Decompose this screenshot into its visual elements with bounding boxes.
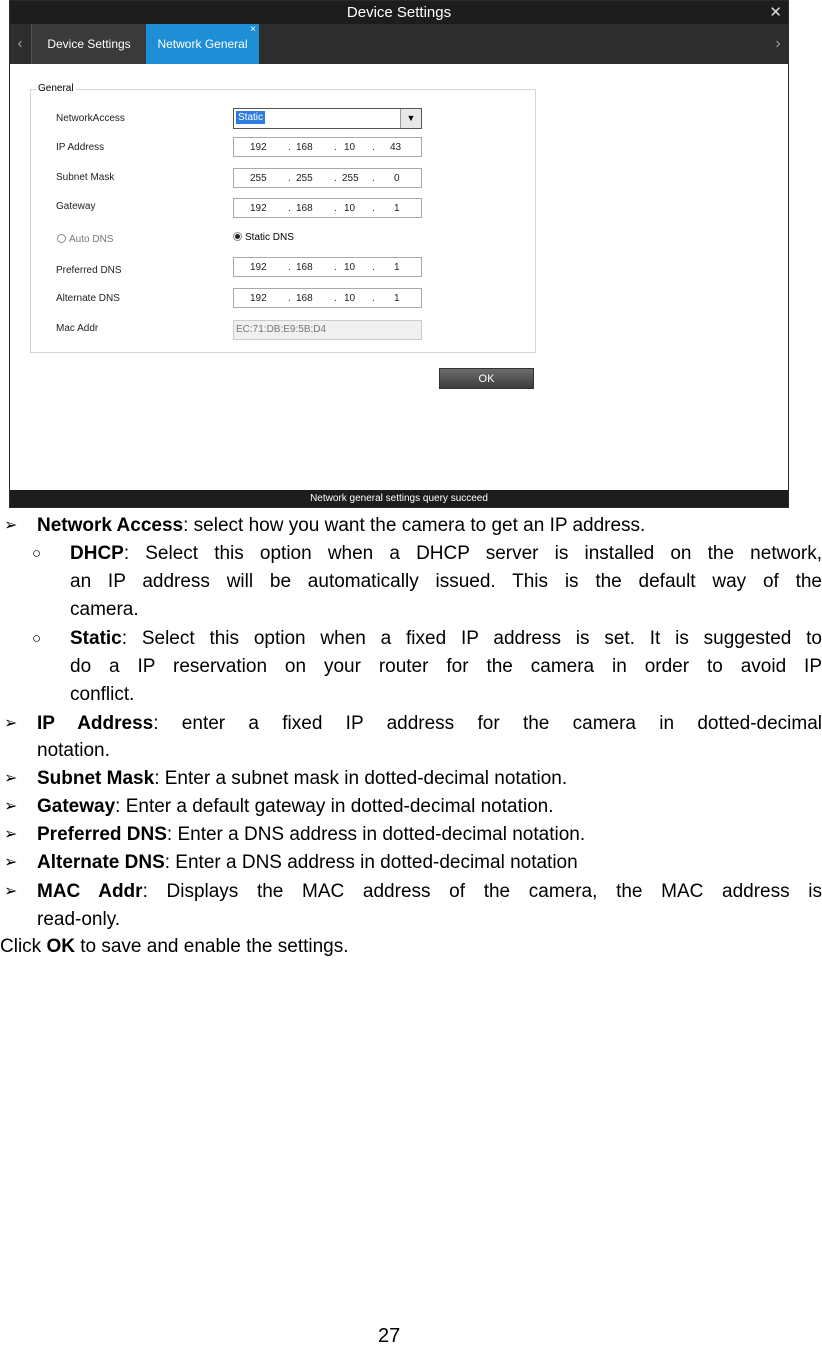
desc: : enter a fixed IP address for the camera in dotted-decimal <box>153 713 822 734</box>
desc: : Enter a subnet mask in dotted-decimal notation. <box>154 768 568 789</box>
alternate-dns-label: Alternate DNS <box>56 293 120 304</box>
octet: 10 <box>344 293 356 304</box>
item-subnet-mask <box>37 765 567 793</box>
network-access-select[interactable] <box>233 108 422 129</box>
octet: 168 <box>296 262 313 273</box>
closing-sentence <box>0 933 349 961</box>
ok-term: OK <box>46 936 75 957</box>
item-dhcp-line3: camera. <box>70 599 139 620</box>
radio-on-icon <box>233 232 242 241</box>
octet: 0 <box>394 173 400 184</box>
desc: : Enter a DNS address in dotted-decimal notation <box>164 852 578 873</box>
item-static-line2: do a IP reservation on your router for the camera in order to avoid IP <box>70 656 822 677</box>
preferred-dns-label: Preferred DNS <box>56 265 122 276</box>
desc: : Select this option when a fixed IP address is set. It is suggested to <box>121 628 822 649</box>
octet: 168 <box>296 142 313 153</box>
window-title: Device Settings <box>346 4 452 21</box>
desc: : Enter a default gateway in dotted-decimal notation. <box>115 796 554 817</box>
document-body <box>0 512 822 962</box>
octet: 255 <box>296 173 313 184</box>
octet: 43 <box>390 142 402 153</box>
static-dns-radio[interactable] <box>233 232 294 243</box>
desc: : Select this option when a DHCP server is installed on the network, <box>123 543 822 564</box>
mac-addr-label: Mac Addr <box>56 323 99 334</box>
octet: 192 <box>250 203 267 214</box>
tab-close-icon[interactable]: × <box>250 24 256 35</box>
tab-network-general[interactable] <box>146 24 259 64</box>
arrow-bullet-icon: ➢ <box>4 798 18 815</box>
term: Subnet Mask <box>37 768 155 789</box>
term: Alternate DNS <box>37 852 165 873</box>
item-preferred-dns <box>37 821 585 849</box>
dropdown-arrow-icon[interactable]: ▼ <box>400 109 421 128</box>
page-number: 27 <box>378 1325 401 1347</box>
arrow-bullet-icon: ➢ <box>4 826 18 843</box>
octet: 168 <box>296 203 313 214</box>
arrow-bullet-icon: ➢ <box>4 715 18 732</box>
desc: : Displays the MAC address of the camera, the MAC address is <box>142 881 822 902</box>
octet: 192 <box>250 142 267 153</box>
item-static <box>70 625 822 653</box>
tab-bar <box>10 24 788 64</box>
title-bar <box>10 1 788 24</box>
octet: 1 <box>394 293 400 304</box>
radio-label: Auto DNS <box>69 234 114 245</box>
term: Preferred DNS <box>37 824 167 845</box>
item-network-access <box>37 512 645 540</box>
ip-address-label: IP Address <box>56 142 105 153</box>
alternate-dns-field[interactable]: 192 . 168 . 10 . 1 <box>233 288 422 308</box>
chevron-left-icon[interactable]: ‹ <box>17 35 23 52</box>
item-ip-address-line2: notation. <box>37 740 110 761</box>
octet: 10 <box>344 262 356 273</box>
desc: : select how you want the camera to get an IP address. <box>183 515 646 536</box>
item-static-line3: conflict. <box>70 684 135 705</box>
item-dhcp <box>70 540 822 568</box>
circle-bullet-icon: ○ <box>32 545 42 562</box>
term: Gateway <box>37 796 116 817</box>
term: IP Address <box>37 713 154 734</box>
arrow-bullet-icon: ➢ <box>4 517 18 534</box>
octet: 192 <box>250 293 267 304</box>
device-settings-window <box>9 0 789 508</box>
group-label: General <box>38 83 74 94</box>
circle-bullet-icon: ○ <box>32 630 42 647</box>
mac-addr-field: EC:71:DB:E9:5B:D4 <box>233 320 422 340</box>
octet: 10 <box>344 203 356 214</box>
status-bar: Network general settings query succeed <box>10 490 788 507</box>
octet: 255 <box>250 173 267 184</box>
item-alternate-dns <box>37 849 578 877</box>
arrow-bullet-icon: ➢ <box>4 854 18 871</box>
subnet-mask-field[interactable]: 255 . 255 . 255 . 0 <box>233 168 422 188</box>
auto-dns-radio[interactable] <box>57 234 113 245</box>
subnet-mask-label: Subnet Mask <box>56 172 115 183</box>
ip-address-field[interactable]: 192 . 168 . 10 . 43 <box>233 137 422 157</box>
octet: 192 <box>250 262 267 273</box>
preferred-dns-field[interactable]: 192 . 168 . 10 . 1 <box>233 257 422 277</box>
octet: 1 <box>394 262 400 273</box>
item-ip-address <box>37 710 822 738</box>
text: Click <box>0 936 47 957</box>
gateway-field[interactable]: 192 . 168 . 10 . 1 <box>233 198 422 218</box>
octet: 255 <box>342 173 359 184</box>
term: MAC Addr <box>37 881 143 902</box>
octet: 10 <box>344 142 356 153</box>
item-mac-addr <box>37 878 822 906</box>
octet: 168 <box>296 293 313 304</box>
gateway-label: Gateway <box>56 201 96 212</box>
tab-label: Network General <box>157 37 248 51</box>
item-dhcp-line2: an IP address will be automatically issued. This is the default way of the <box>70 571 822 592</box>
select-value: Static <box>238 112 264 123</box>
item-gateway <box>37 793 553 821</box>
term: Static <box>70 628 122 649</box>
radio-off-icon <box>57 234 66 243</box>
item-mac-addr-line2: read-only. <box>37 909 121 930</box>
arrow-bullet-icon: ➢ <box>4 883 18 900</box>
close-icon[interactable]: ✕ <box>769 4 782 21</box>
chevron-right-icon[interactable]: › <box>775 35 781 52</box>
octet: 1 <box>394 203 400 214</box>
desc: : Enter a DNS address in dotted-decimal notation. <box>166 824 586 845</box>
text: to save and enable the settings. <box>74 936 349 957</box>
ok-button[interactable]: OK <box>439 368 534 389</box>
tab-device-settings[interactable]: Device Settings <box>31 24 147 64</box>
network-access-label: NetworkAccess <box>56 113 125 124</box>
radio-label: Static DNS <box>245 232 294 243</box>
term: Network Access <box>37 515 184 536</box>
term: DHCP <box>70 543 124 564</box>
arrow-bullet-icon: ➢ <box>4 770 18 787</box>
